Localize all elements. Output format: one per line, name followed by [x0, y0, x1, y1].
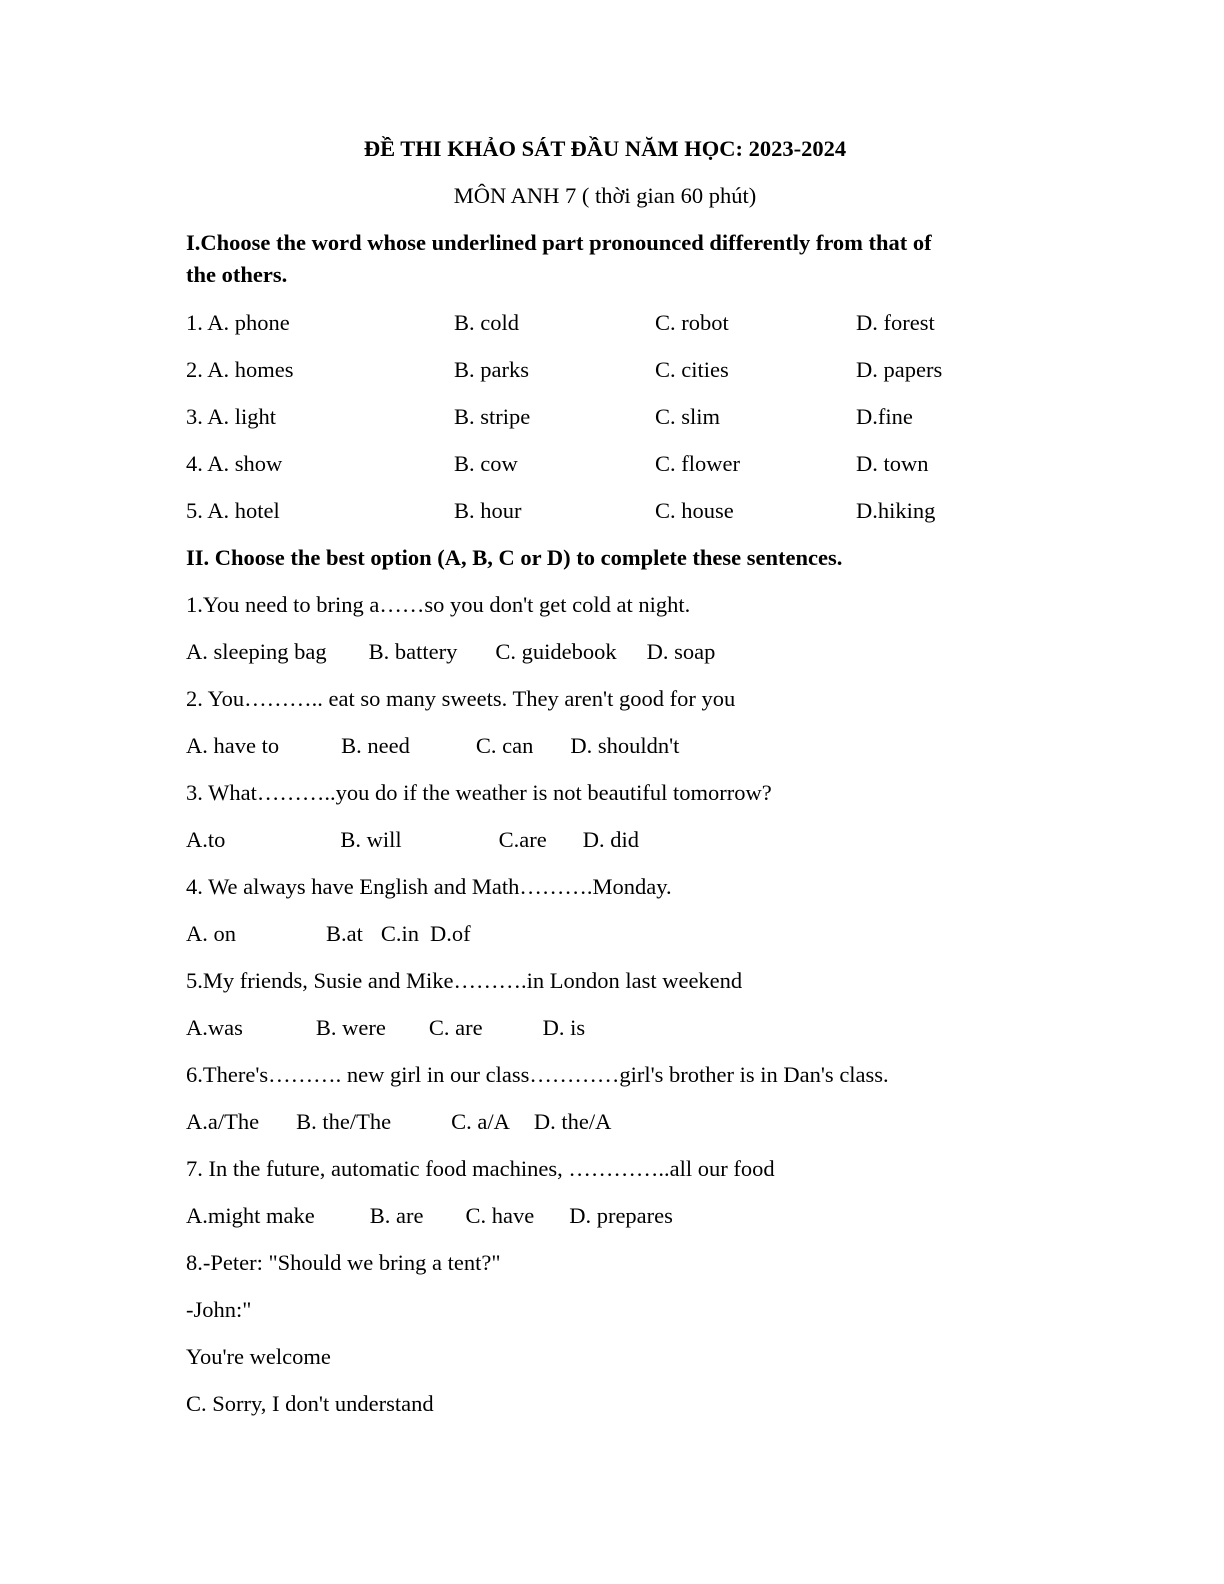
option-d: D. soap	[646, 639, 716, 664]
option-a: A. on	[186, 921, 236, 946]
option-a: 4. A. show	[186, 451, 283, 476]
option-c: C. flower	[655, 451, 740, 476]
option-c: C. cities	[655, 357, 729, 382]
option-d: D. shouldn't	[570, 733, 680, 758]
option-d: D. the/A	[533, 1109, 612, 1134]
question-8-line-1: 8.-Peter: "Should we bring a tent?"	[186, 1250, 501, 1275]
option-b: B. parks	[454, 357, 529, 382]
page-subtitle: MÔN ANH 7 ( thời gian 60 phút)	[453, 183, 757, 208]
question-3-options	[186, 827, 639, 853]
option-c: C. house	[655, 498, 734, 523]
option-d: D.of	[430, 921, 471, 946]
option-b: B. hour	[454, 498, 522, 523]
option-a: 1. A. phone	[186, 310, 290, 335]
option-b: B. need	[341, 733, 410, 758]
option-b: B.at	[326, 921, 363, 946]
question-8-line-4: C. Sorry, I don't understand	[186, 1391, 434, 1416]
page-title: ĐỀ THI KHẢO SÁT ĐẦU NĂM HỌC: 2023-2024	[363, 136, 847, 161]
option-b: B. were	[315, 1015, 386, 1040]
option-a: A. have to	[186, 733, 280, 758]
question-6-options	[186, 1109, 611, 1135]
option-a: 2. A. homes	[186, 357, 294, 382]
option-a: A. sleeping bag	[186, 639, 327, 664]
question-1: 1.You need to bring a……so you don't get cold at night.	[186, 592, 691, 617]
option-b: B. the/The	[296, 1109, 392, 1134]
option-d: D. prepares	[569, 1203, 673, 1228]
question-7-options	[186, 1203, 673, 1229]
question-7: 7. In the future, automatic food machines, …………..all our food	[186, 1156, 775, 1181]
option-b: B. will	[340, 827, 402, 852]
section1-heading-line2: the others.	[186, 262, 288, 287]
question-5-options	[186, 1015, 585, 1041]
question-4-options	[186, 921, 471, 947]
option-d: D.fine	[856, 404, 913, 429]
option-a: 5. A. hotel	[186, 498, 280, 523]
option-c: C. robot	[655, 310, 729, 335]
option-a: A.was	[186, 1015, 243, 1040]
option-c: C.in	[380, 921, 420, 946]
option-b: B. stripe	[454, 404, 531, 429]
question-1-options	[186, 639, 715, 665]
section2-heading: II. Choose the best option (A, B, C or D) to complete these sentences.	[186, 545, 843, 570]
option-c: C. are	[428, 1015, 483, 1040]
question-6: 6.There's………. new girl in our class…………girl's brother is in Dan's class.	[186, 1062, 889, 1087]
option-b: B. cow	[454, 451, 518, 476]
option-a: A.a/The	[186, 1109, 260, 1134]
option-c: C.are	[498, 827, 547, 852]
option-b: B. cold	[454, 310, 519, 335]
question-8-line-3: You're welcome	[186, 1344, 331, 1369]
option-c: C. can	[475, 733, 534, 758]
option-a: A.might make	[186, 1203, 315, 1228]
option-d: D. forest	[856, 310, 935, 335]
option-c: C. have	[465, 1203, 535, 1228]
option-c: C. a/A	[451, 1109, 510, 1134]
option-d: D. is	[542, 1015, 586, 1040]
option-d: D.hiking	[856, 498, 936, 523]
option-b: B. battery	[368, 639, 458, 664]
option-d: D. papers	[856, 357, 943, 382]
option-a: A.to	[186, 827, 226, 852]
section1-heading-line1: I.Choose the word whose underlined part pronounced differently from that of	[186, 230, 932, 255]
option-c: C. slim	[655, 404, 721, 429]
question-8-line-2: -John:"	[186, 1297, 252, 1322]
option-c: C. guidebook	[495, 639, 617, 664]
option-d: D. town	[856, 451, 929, 476]
option-a: 3. A. light	[186, 404, 277, 429]
question-2: 2. You……….. eat so many sweets. They aren't good for you	[186, 686, 736, 711]
question-2-options	[186, 733, 679, 759]
question-4: 4. We always have English and Math……….Monday.	[186, 874, 672, 899]
option-b: B. are	[369, 1203, 424, 1228]
question-5: 5.My friends, Susie and Mike……….in London last weekend	[186, 968, 743, 993]
question-3: 3. What………..you do if the weather is not beautiful tomorrow?	[186, 780, 772, 805]
option-d: D. did	[582, 827, 639, 852]
